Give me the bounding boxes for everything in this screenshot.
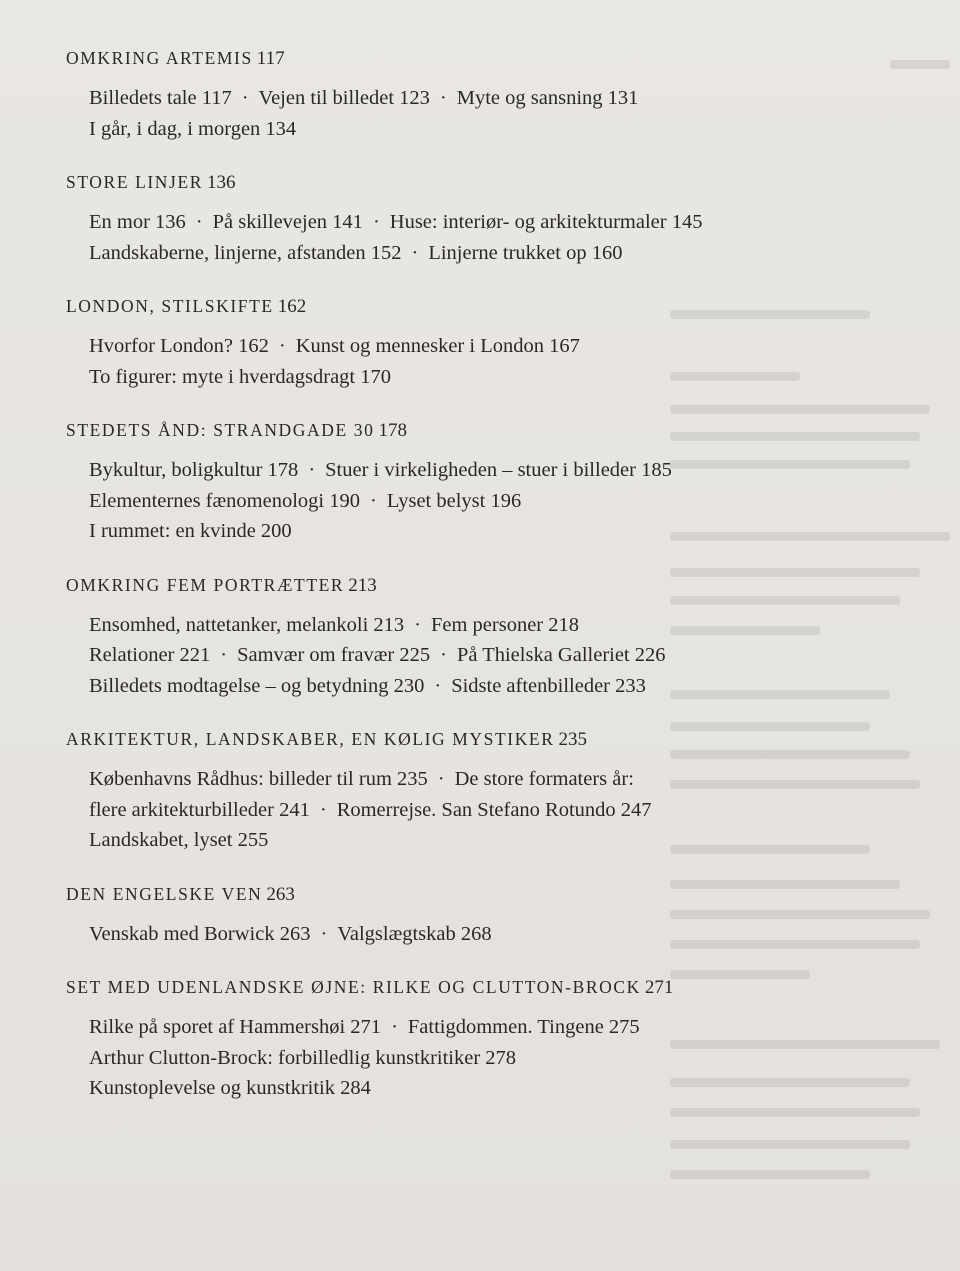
toc-entry: På Thielska Galleriet 226 <box>456 644 666 666</box>
toc-section <box>62 882 922 950</box>
toc-section <box>62 46 922 144</box>
section-page-number: 117 <box>256 48 285 69</box>
entry-separator: · <box>434 674 442 697</box>
toc-section <box>62 573 922 702</box>
section-title: ARKITEKTUR, LANDSKABER, EN KØLIG MYSTIKER <box>66 729 555 749</box>
toc-line <box>89 795 922 826</box>
toc-entry: Landskaberne, linjerne, afstanden 152 <box>89 241 402 264</box>
section-page-number: 263 <box>266 883 295 905</box>
toc-entry: Lyset belyst 196 <box>386 489 522 512</box>
section-page-number: 178 <box>378 420 407 441</box>
entry-separator: · <box>439 87 447 109</box>
section-title: OMKRING ARTEMIS <box>66 48 253 68</box>
toc-entry: flere arkitekturbilleder 241 <box>89 798 310 821</box>
entry-separator: · <box>319 798 327 821</box>
toc-entry: På skillevejen 141 <box>212 211 363 233</box>
entry-separator: · <box>414 613 421 636</box>
section-page-number: 271 <box>644 977 674 998</box>
section-title: DEN ENGELSKE VEN <box>66 883 263 904</box>
toc-entry: Billedets modtagelse – og betydning 230 <box>89 674 425 697</box>
section-heading <box>66 882 922 907</box>
toc-line <box>89 455 922 486</box>
section-title: OMKRING FEM PORTRÆTTER <box>66 574 345 595</box>
toc-line <box>89 1012 922 1043</box>
toc-entry: Rilke på sporet af Hammershøi 271 <box>89 1016 382 1038</box>
toc-entry: Vejen til billedet 123 <box>258 87 430 109</box>
toc-entry: Københavns Rådhus: billeder til rum 235 <box>89 768 428 790</box>
entry-separator: · <box>372 211 380 233</box>
entry-separator: · <box>437 768 445 790</box>
entry-separator: · <box>241 87 249 109</box>
entry-separator: · <box>220 644 228 666</box>
toc-line <box>89 764 922 795</box>
toc-line <box>89 610 922 641</box>
toc-entry: Arthur Clutton-Brock: forbilledlig kunstkritiker 278 <box>89 1046 517 1069</box>
toc-entry: To figurer: myte i hverdagsdragt 170 <box>89 365 391 388</box>
toc-entry: Fem personer 218 <box>430 613 579 636</box>
toc-section <box>62 727 922 856</box>
section-title: LONDON, STILSKIFTE <box>66 296 274 316</box>
toc-entry: Bykultur, boligkultur 178 <box>89 459 299 481</box>
toc-line <box>89 207 922 238</box>
toc-entry: Huse: interiør- og arkitekturmaler 145 <box>389 211 703 233</box>
toc-line <box>89 919 922 950</box>
entry-separator: · <box>278 335 286 357</box>
toc-line <box>89 83 922 114</box>
toc-entry: Sidste aftenbilleder 233 <box>451 674 646 697</box>
toc-section <box>62 170 922 268</box>
toc-line <box>89 1043 922 1074</box>
toc-entry: I rummet: en kvinde 200 <box>89 520 292 542</box>
toc-section <box>62 294 922 392</box>
toc-line <box>89 516 922 547</box>
entry-separator: · <box>195 211 203 233</box>
toc-line <box>89 114 922 145</box>
toc-line <box>89 671 922 702</box>
toc-entry: I går, i dag, i morgen 134 <box>89 117 297 140</box>
toc-section <box>62 418 922 547</box>
toc-entry: Valgslægtskab 268 <box>337 922 492 945</box>
entry-separator: · <box>320 922 328 945</box>
section-page-number: 235 <box>558 729 587 750</box>
toc-line <box>89 1073 922 1104</box>
toc-entry: Hvorfor London? 162 <box>89 335 269 357</box>
toc-line <box>89 825 922 856</box>
section-heading <box>66 294 922 319</box>
toc-entry: Myte og sansning 131 <box>456 87 639 109</box>
toc-entry: Venskab med Borwick 263 <box>89 922 311 945</box>
entry-separator: · <box>440 644 447 666</box>
toc-entry: Relationer 221 <box>89 644 211 666</box>
section-heading <box>66 46 922 71</box>
toc-entry: Stuer i virkeligheden – stuer i billeder 185 <box>325 459 672 481</box>
toc-line <box>89 238 922 269</box>
section-heading <box>66 418 922 443</box>
section-title: STORE LINJER <box>66 172 204 192</box>
entry-separator: · <box>370 489 377 512</box>
section-heading <box>66 975 922 1000</box>
section-heading <box>66 170 922 195</box>
table-of-contents <box>62 46 922 1130</box>
entry-separator: · <box>411 241 419 264</box>
entry-separator: · <box>391 1016 398 1038</box>
toc-entry: Kunst og mennesker i London 167 <box>295 335 580 357</box>
section-title: SET MED UDENLANDSKE ØJNE: RILKE OG CLUTTON-BROCK <box>66 977 641 997</box>
toc-section <box>62 975 922 1104</box>
toc-entry: Landskabet, lyset 255 <box>89 829 269 851</box>
toc-line <box>89 486 922 517</box>
toc-entry: Samvær om fravær 225 <box>237 644 431 666</box>
toc-entry: Fattigdommen. Tingene 275 <box>407 1016 640 1038</box>
section-heading <box>66 573 922 598</box>
section-page-number: 162 <box>277 296 307 317</box>
toc-line <box>89 331 922 362</box>
toc-entry: Elementernes fænomenologi 190 <box>89 489 360 512</box>
toc-entry: Romerrejse. San Stefano Rotundo 247 <box>336 798 652 821</box>
toc-entry: Billedets tale 117 <box>89 87 232 109</box>
toc-entry: En mor 136 <box>89 211 186 233</box>
section-title: STEDETS ÅND: STRANDGADE 30 <box>66 420 375 440</box>
toc-entry: Linjerne trukket op 160 <box>428 241 623 264</box>
entry-separator: · <box>308 459 316 481</box>
section-heading <box>66 727 922 752</box>
toc-entry: Kunstoplevelse og kunstkritik 284 <box>89 1077 371 1099</box>
section-page-number: 213 <box>348 574 377 596</box>
toc-line <box>89 362 922 393</box>
toc-line <box>89 640 922 671</box>
toc-entry: De store formaters år: <box>454 768 634 790</box>
section-page-number: 136 <box>207 172 236 193</box>
toc-entry: Ensomhed, nattetanker, melankoli 213 <box>89 613 405 636</box>
